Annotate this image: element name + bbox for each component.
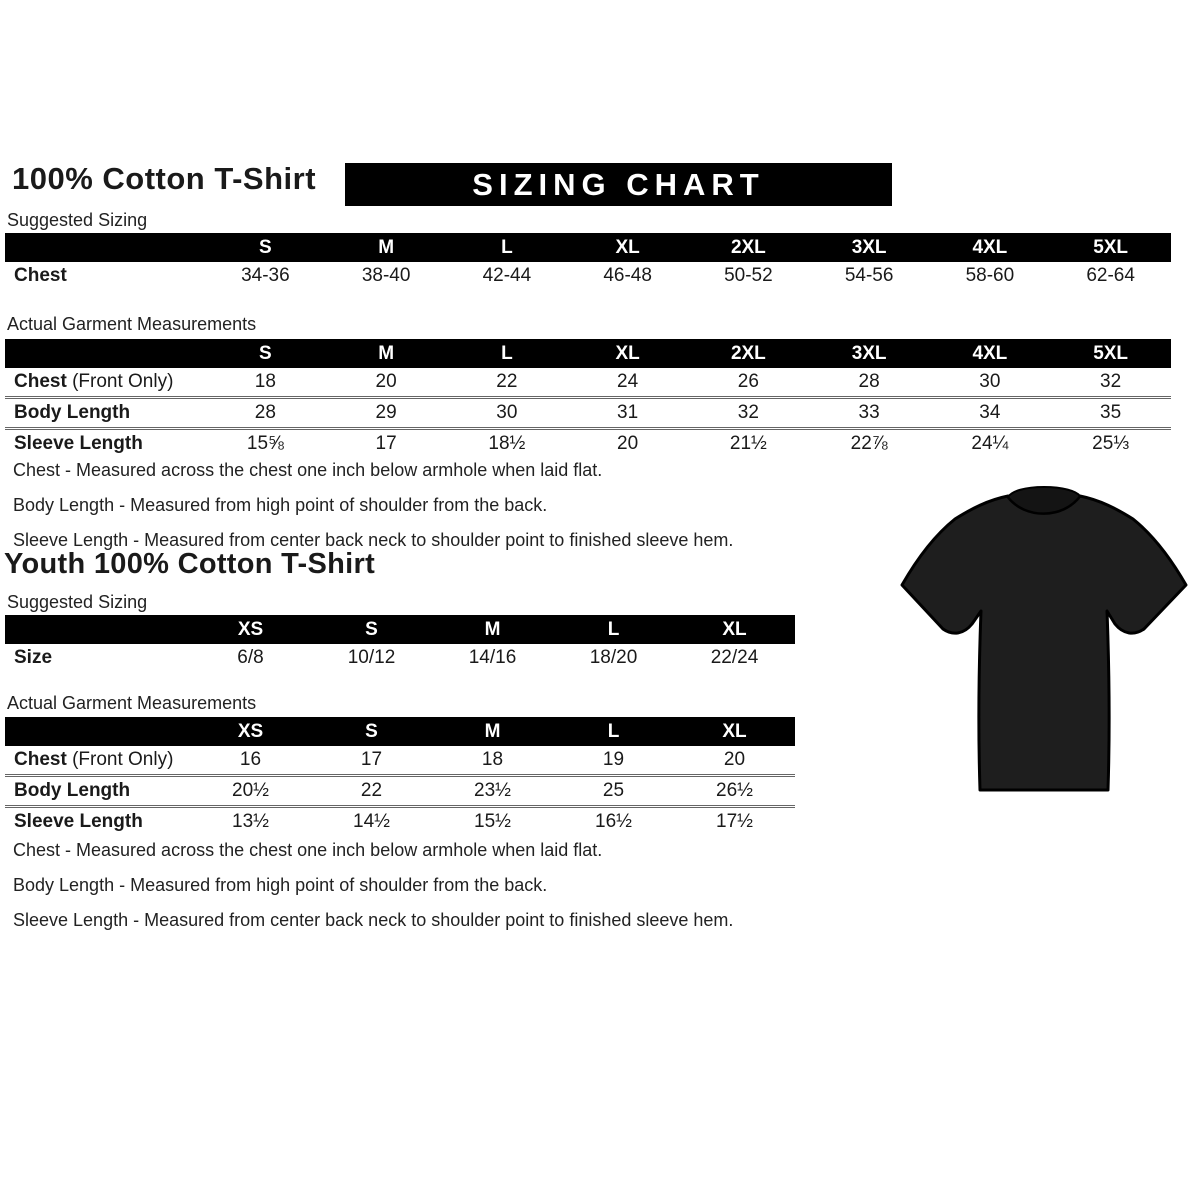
sizing-chart-banner: SIZING CHART (345, 163, 892, 206)
cell: 32 (1100, 371, 1122, 392)
adult-suggested-sizing-table (5, 233, 1171, 290)
size-column-header: 2XL (730, 236, 766, 258)
adult-actual-measurements-table (5, 339, 1171, 458)
cell: 31 (617, 402, 639, 423)
measurement-note: Body Length - Measured from high point of shoulder from the back. (13, 875, 548, 895)
size-column-header: 4XL (972, 236, 1008, 258)
tshirt-icon (893, 483, 1195, 808)
cell: 17½ (716, 811, 753, 832)
cell: 20 (723, 749, 746, 770)
cell: 15⅝ (246, 433, 284, 454)
table-row (5, 805, 795, 836)
cell: 29 (375, 402, 397, 423)
youth-suggested-sizing-label: Suggested Sizing (7, 592, 148, 612)
cell: 38-40 (361, 265, 411, 286)
size-column-header: M (484, 720, 501, 742)
table-header-row (5, 233, 1171, 262)
row-label: Body Length (14, 402, 131, 423)
cell: 22 (496, 371, 518, 392)
size-column-header: L (607, 720, 620, 742)
cell: 22⅞ (850, 433, 888, 454)
youth-suggested-sizing-table (5, 615, 795, 672)
cell: 16½ (595, 811, 632, 832)
cell: 58-60 (965, 265, 1015, 286)
size-column-header: XL (722, 720, 747, 742)
cell: 15½ (474, 811, 511, 832)
size-column-header: XL (722, 618, 747, 640)
cell: 20 (375, 371, 397, 392)
cell: 30 (496, 402, 518, 423)
size-column-header: XL (615, 236, 640, 258)
cell: 13½ (232, 811, 269, 832)
size-column-header: 3XL (851, 236, 887, 258)
size-column-header: S (259, 342, 272, 364)
youth-section-title: Youth 100% Cotton T-Shirt (4, 548, 376, 580)
cell: 10/12 (347, 647, 396, 668)
cell: 19 (602, 749, 625, 770)
table-row (5, 746, 795, 774)
cell: 32 (737, 402, 759, 423)
size-column-header: L (501, 236, 513, 258)
cell: 54-56 (844, 265, 894, 286)
cell: 24 (617, 371, 639, 392)
cell: 62-64 (1086, 265, 1135, 286)
size-column-header: S (259, 236, 272, 258)
cell: 30 (979, 371, 1001, 392)
cell: 20 (617, 433, 639, 454)
row-label: Chest (14, 265, 67, 286)
cell: 34 (979, 402, 1001, 423)
cell: 25⅓ (1092, 433, 1130, 454)
cell: 23½ (474, 780, 511, 801)
size-column-header: M (378, 236, 395, 258)
size-column-header: 5XL (1093, 342, 1129, 364)
adult-actual-measurements-label: Actual Garment Measurements (7, 314, 257, 334)
row-label: Sleeve Length (14, 433, 143, 454)
cell: 14/16 (468, 647, 517, 668)
table-header-row (5, 615, 795, 644)
cell: 46-48 (603, 265, 652, 286)
row-label: Chest (Front Only) (14, 749, 174, 770)
cell: 24¼ (971, 433, 1009, 454)
table-row (5, 427, 1171, 458)
cell: 17 (360, 749, 383, 770)
cell: 18 (254, 371, 276, 392)
cell: 21½ (729, 433, 767, 454)
size-column-header: XL (615, 342, 640, 364)
size-column-header: XS (237, 720, 264, 742)
row-label: Body Length (14, 780, 131, 801)
table-row (5, 644, 795, 672)
youth-actual-measurements-table (5, 717, 795, 836)
size-column-header: L (607, 618, 620, 640)
cell: 22/24 (710, 647, 759, 668)
size-column-header: 4XL (972, 342, 1008, 364)
adult-suggested-sizing-label: Suggested Sizing (7, 210, 148, 230)
measurement-note: Sleeve Length - Measured from center back neck to shoulder point to finished sleeve hem. (13, 910, 734, 930)
row-label: Sleeve Length (14, 811, 143, 832)
size-column-header: M (378, 342, 395, 364)
cell: 17 (375, 433, 397, 454)
cell: 50-52 (724, 265, 773, 286)
cell: 14½ (353, 811, 390, 832)
cell: 18 (481, 749, 504, 770)
table-row (5, 396, 1171, 427)
cell: 26½ (716, 780, 753, 801)
cell: 28 (858, 371, 880, 392)
cell: 28 (254, 402, 276, 423)
size-column-header: XS (237, 618, 264, 640)
size-column-header: L (501, 342, 513, 364)
cell: 42-44 (482, 265, 532, 286)
table-row (5, 262, 1171, 290)
table-row (5, 368, 1171, 396)
size-column-header: 5XL (1093, 236, 1129, 258)
adult-section-title: 100% Cotton T-Shirt (12, 161, 317, 196)
row-label: Size (14, 647, 53, 668)
cell: 6/8 (237, 647, 264, 668)
measurement-note: Chest - Measured across the chest one inch below armhole when laid flat. (13, 840, 603, 860)
table-header-row (5, 717, 795, 746)
cell: 18½ (488, 433, 526, 454)
cell: 16 (239, 749, 262, 770)
youth-measurement-notes (13, 840, 733, 945)
cell: 26 (737, 371, 759, 392)
cell: 34-36 (241, 265, 290, 286)
cell: 33 (858, 402, 880, 423)
size-column-header: S (365, 720, 378, 742)
size-column-header: S (365, 618, 378, 640)
tshirt-product-image (893, 483, 1195, 808)
measurement-note: Body Length - Measured from high point of shoulder from the back. (13, 495, 548, 515)
cell: 25 (602, 780, 625, 801)
measurement-note: Chest - Measured across the chest one inch below armhole when laid flat. (13, 460, 603, 480)
cell: 18/20 (589, 647, 638, 668)
size-column-header: 2XL (730, 342, 766, 364)
cell: 22 (360, 780, 383, 801)
table-header-row (5, 339, 1171, 368)
row-label: Chest (Front Only) (14, 371, 174, 392)
table-row (5, 774, 795, 805)
cell: 20½ (232, 780, 269, 801)
size-column-header: 3XL (851, 342, 887, 364)
measurement-note: Sleeve Length - Measured from center back neck to shoulder point to finished sleeve hem. (13, 530, 734, 550)
youth-actual-measurements-label: Actual Garment Measurements (7, 693, 257, 713)
cell: 35 (1100, 402, 1122, 423)
size-column-header: M (484, 618, 501, 640)
